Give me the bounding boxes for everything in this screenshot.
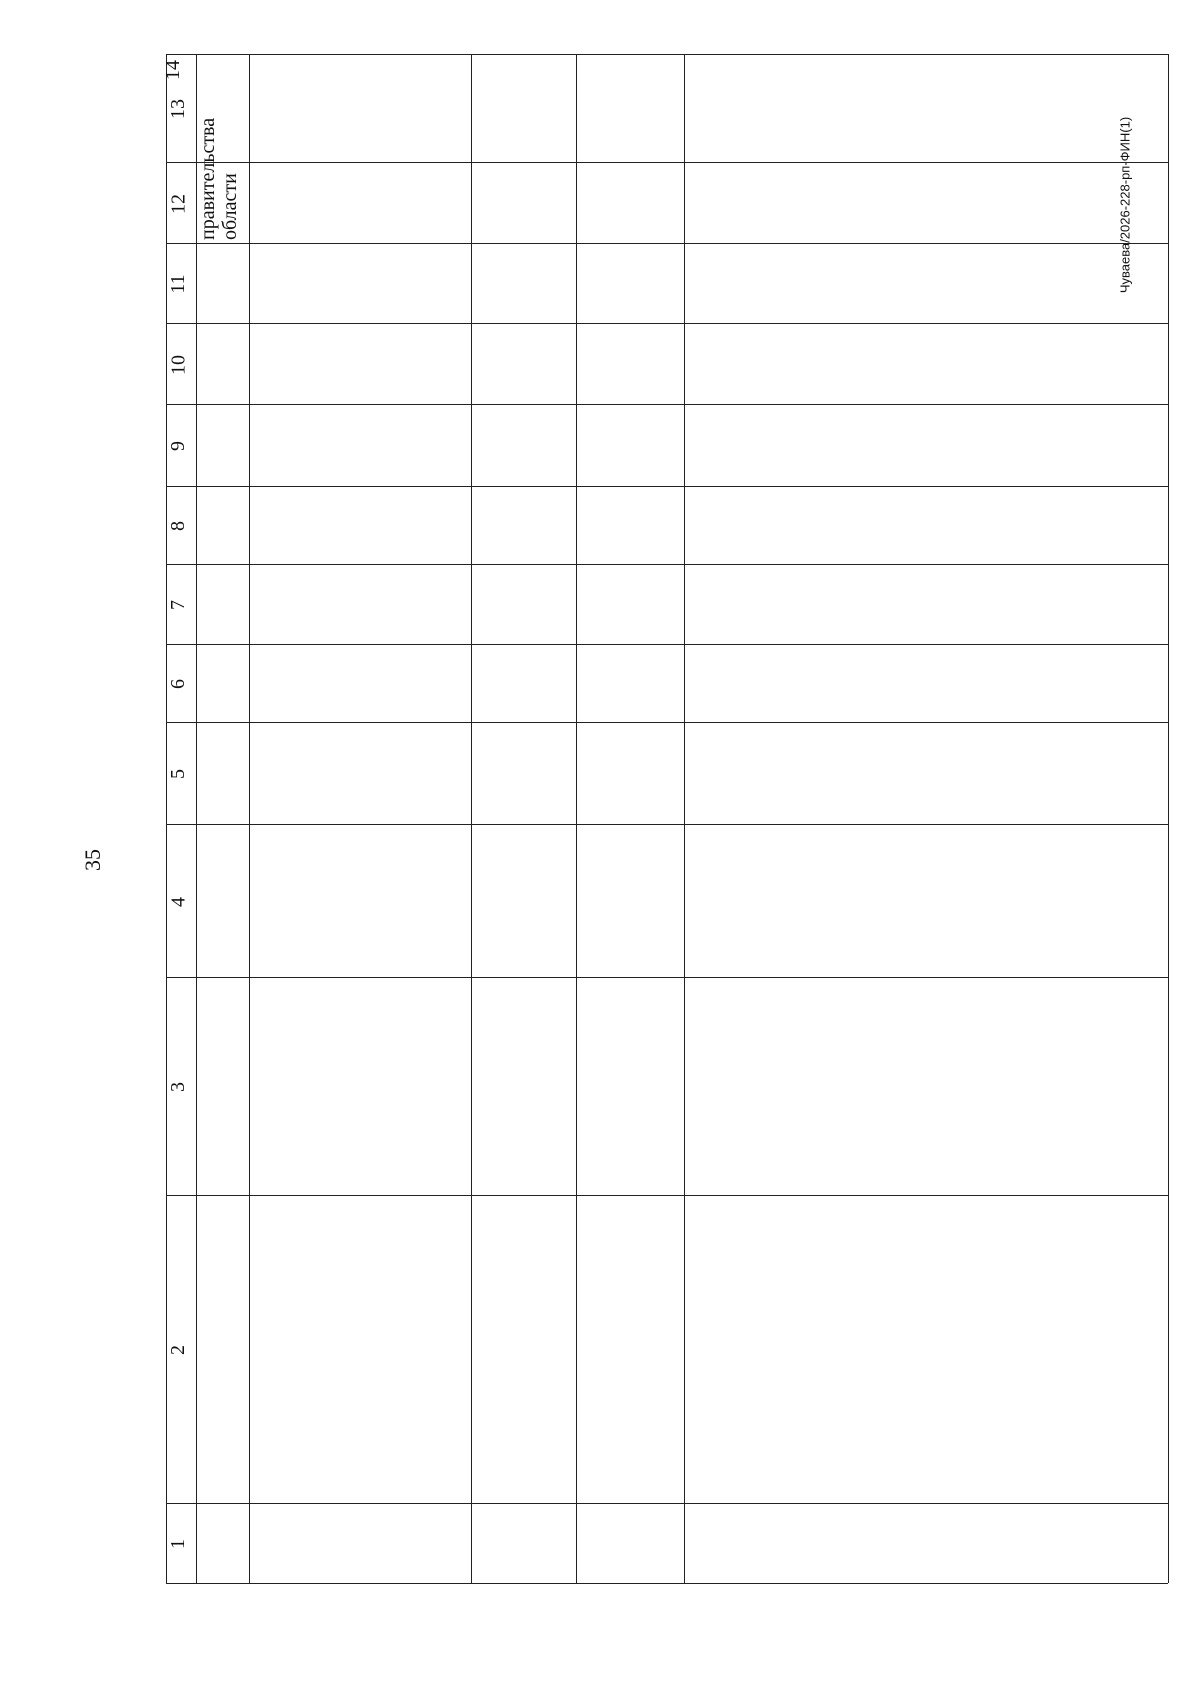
table-row-border <box>684 54 685 1583</box>
header-col-3: 3 <box>167 1082 189 1092</box>
table-column-border <box>166 977 1168 978</box>
table-row-border <box>471 54 472 1583</box>
header-col-7: 7 <box>167 600 189 610</box>
header-col-8: 8 <box>167 521 189 531</box>
table-column-border <box>166 486 1168 487</box>
header-col-6: 6 <box>167 679 189 689</box>
table-column-border <box>166 824 1168 825</box>
table-row-border <box>576 54 577 1583</box>
table-column-border <box>166 722 1168 723</box>
page-number: 35 <box>80 849 105 871</box>
header-col-2: 2 <box>167 1345 189 1355</box>
table-column-border <box>166 243 1168 244</box>
document-stamp: Чуваева/2026-228-рп-ФИН(1) <box>1117 116 1133 294</box>
header-col-10: 10 <box>167 354 189 375</box>
table-row-border <box>1168 54 1169 1583</box>
executor-continuation: правительства области <box>197 117 241 240</box>
table-row-border <box>249 54 250 1583</box>
table-column-border <box>166 404 1168 405</box>
measures-table: 1 2 3 4 5 6 7 8 9 10 11 12 13 14 правительства области <box>166 54 1168 1583</box>
table-column-border <box>166 1195 1168 1196</box>
table-column-border <box>166 1503 1168 1504</box>
header-col-5: 5 <box>167 769 189 779</box>
header-col-13: 13 <box>167 99 189 119</box>
table-column-border <box>166 54 1168 55</box>
header-col-11: 11 <box>167 274 189 294</box>
table-column-border <box>166 1583 1168 1584</box>
table-column-border <box>166 564 1168 565</box>
table-column-border <box>166 644 1168 645</box>
table-column-border <box>166 323 1168 324</box>
header-col-1: 1 <box>167 1539 189 1549</box>
header-col-9: 9 <box>167 441 189 451</box>
table-column-border <box>166 162 1168 163</box>
header-col-12: 12 <box>167 193 189 214</box>
header-col-4: 4 <box>167 896 189 907</box>
